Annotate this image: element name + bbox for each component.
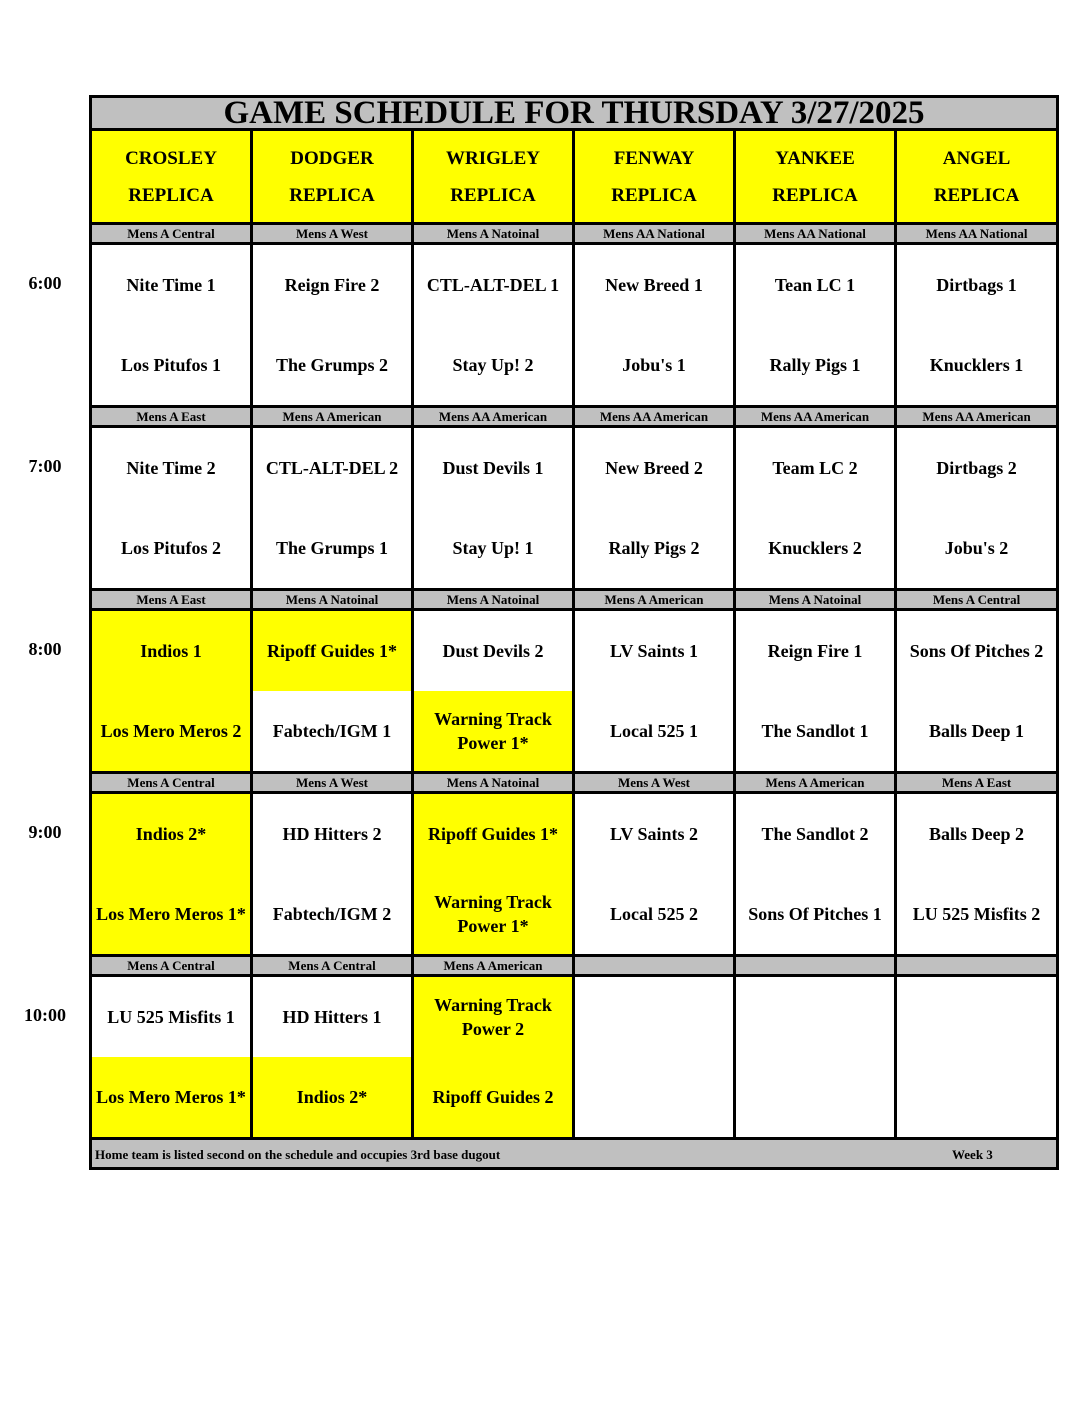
home-team: Los Pitufos 2: [91, 508, 252, 590]
field-header-wrigley: [413, 130, 574, 224]
away-team: Nite Time 1: [91, 244, 252, 326]
away-team: Indios 1: [91, 610, 252, 692]
away-team: CTL-ALT-DEL 1: [413, 244, 574, 326]
game-row-home: [91, 508, 1058, 590]
home-team: [574, 1057, 735, 1139]
division-label: Mens A West: [252, 773, 413, 793]
field-header-row: [91, 130, 1058, 224]
time-label: 9:00: [28, 822, 62, 843]
division-label: Mens A West: [252, 224, 413, 244]
division-row: [91, 590, 1058, 610]
game-row-away: [91, 427, 1058, 509]
field-header-dodger: [252, 130, 413, 224]
division-label: Mens A East: [91, 407, 252, 427]
division-label: [735, 956, 896, 976]
home-team: Warning Track Power 1*: [413, 874, 574, 956]
division-label: Mens AA American: [735, 407, 896, 427]
field-name: ANGEL: [942, 147, 1011, 169]
home-team: Indios 2*: [252, 1057, 413, 1139]
time-label: 10:00: [24, 1005, 66, 1026]
home-team: Balls Deep 1: [896, 691, 1058, 773]
division-label: Mens A American: [574, 590, 735, 610]
home-team: Rally Pigs 1: [735, 325, 896, 407]
home-team: The Grumps 1: [252, 508, 413, 590]
home-team: Knucklers 1: [896, 325, 1058, 407]
away-team: HD Hitters 1: [252, 976, 413, 1058]
division-row: [91, 956, 1058, 976]
division-label: Mens A Central: [91, 773, 252, 793]
home-team: Stay Up! 1: [413, 508, 574, 590]
home-team: [735, 1057, 896, 1139]
home-team: [896, 1057, 1058, 1139]
division-label: Mens A Central: [252, 956, 413, 976]
schedule-title: GAME SCHEDULE FOR THURSDAY 3/27/2025: [91, 97, 1058, 130]
away-team: [735, 976, 896, 1058]
game-row-away: [91, 244, 1058, 326]
away-team: Ripoff Guides 1*: [413, 793, 574, 875]
division-label: Mens A Natoinal: [413, 773, 574, 793]
away-team: Sons Of Pitches 2: [896, 610, 1058, 692]
home-team: The Grumps 2: [252, 325, 413, 407]
home-team: Los Pitufos 1: [91, 325, 252, 407]
away-team: Indios 2*: [91, 793, 252, 875]
time-label: 8:00: [28, 639, 62, 660]
home-team: Rally Pigs 2: [574, 508, 735, 590]
away-team: CTL-ALT-DEL 2: [252, 427, 413, 509]
away-team: The Sandlot 2: [735, 793, 896, 875]
field-type: REPLICA: [772, 184, 858, 206]
away-team: LU 525 Misfits 1: [91, 976, 252, 1058]
field-name: YANKEE: [775, 147, 855, 169]
division-label: Mens A Natoinal: [413, 224, 574, 244]
away-team: Balls Deep 2: [896, 793, 1058, 875]
time-label: 7:00: [28, 456, 62, 477]
away-team: Nite Time 2: [91, 427, 252, 509]
division-label: Mens AA American: [896, 407, 1058, 427]
division-label: Mens A American: [735, 773, 896, 793]
home-team: Sons Of Pitches 1: [735, 874, 896, 956]
home-team: Los Mero Meros 1*: [91, 874, 252, 956]
division-label: [896, 956, 1058, 976]
game-row-home: [91, 325, 1058, 407]
home-team-note: Home team is listed second on the schedule and occupies 3rd base dugout: [95, 1147, 501, 1162]
home-team: Los Mero Meros 1*: [91, 1057, 252, 1139]
game-row-away: [91, 976, 1058, 1058]
field-type: REPLICA: [450, 184, 536, 206]
field-name: WRIGLEY: [446, 147, 540, 169]
division-label: Mens AA National: [896, 224, 1058, 244]
division-label: Mens A Natoinal: [735, 590, 896, 610]
home-team: Local 525 1: [574, 691, 735, 773]
field-type: REPLICA: [128, 184, 214, 206]
field-name: DODGER: [290, 147, 374, 169]
home-team: Jobu's 2: [896, 508, 1058, 590]
field-header-angel: [896, 130, 1058, 224]
game-row-away: [91, 793, 1058, 875]
away-team: Warning Track Power 2: [413, 976, 574, 1058]
division-label: Mens AA American: [413, 407, 574, 427]
division-row: [91, 407, 1058, 427]
game-row-home: [91, 1057, 1058, 1139]
field-header-fenway: [574, 130, 735, 224]
division-label: Mens A Natoinal: [413, 590, 574, 610]
away-team: Dust Devils 2: [413, 610, 574, 692]
away-team: LV Saints 2: [574, 793, 735, 875]
home-team: Los Mero Meros 2: [91, 691, 252, 773]
home-team: Jobu's 1: [574, 325, 735, 407]
time-label: 6:00: [28, 273, 62, 294]
field-type: REPLICA: [289, 184, 375, 206]
field-header-yankee: [735, 130, 896, 224]
division-label: Mens A West: [574, 773, 735, 793]
division-label: Mens AA National: [574, 224, 735, 244]
home-team: Knucklers 2: [735, 508, 896, 590]
away-team: Reign Fire 2: [252, 244, 413, 326]
field-type: REPLICA: [933, 184, 1020, 206]
away-team: Dust Devils 1: [413, 427, 574, 509]
home-team: Ripoff Guides 2: [413, 1057, 574, 1139]
home-team: Stay Up! 2: [413, 325, 574, 407]
division-label: Mens AA National: [735, 224, 896, 244]
game-row-home: [91, 691, 1058, 773]
away-team: New Breed 2: [574, 427, 735, 509]
field-name: CROSLEY: [125, 147, 217, 169]
week-label: Week 3: [952, 1147, 993, 1162]
division-label: Mens A Central: [91, 224, 252, 244]
division-label: [574, 956, 735, 976]
field-type: REPLICA: [611, 184, 697, 206]
home-team: Warning Track Power 1*: [413, 691, 574, 773]
home-team: Fabtech/IGM 2: [252, 874, 413, 956]
away-team: Reign Fire 1: [735, 610, 896, 692]
home-team: The Sandlot 1: [735, 691, 896, 773]
footer-cell: [91, 1139, 1058, 1169]
away-team: Ripoff Guides 1*: [252, 610, 413, 692]
division-row: [91, 773, 1058, 793]
away-team: HD Hitters 2: [252, 793, 413, 875]
away-team: Team LC 2: [735, 427, 896, 509]
game-row-away: [91, 610, 1058, 692]
away-team: New Breed 1: [574, 244, 735, 326]
division-row: [91, 224, 1058, 244]
division-label: Mens A East: [91, 590, 252, 610]
away-team: Dirtbags 2: [896, 427, 1058, 509]
home-team: LU 525 Misfits 2: [896, 874, 1058, 956]
game-row-home: [91, 874, 1058, 956]
division-label: Mens A East: [896, 773, 1058, 793]
footer-row: [91, 1139, 1058, 1169]
division-label: Mens A Central: [896, 590, 1058, 610]
away-team: LV Saints 1: [574, 610, 735, 692]
division-label: Mens A American: [252, 407, 413, 427]
game-schedule-table: [89, 95, 1059, 1170]
home-team: Fabtech/IGM 1: [252, 691, 413, 773]
away-team: [574, 976, 735, 1058]
away-team: [896, 976, 1058, 1058]
field-name: FENWAY: [613, 147, 695, 169]
division-label: Mens AA American: [574, 407, 735, 427]
division-label: Mens A Central: [91, 956, 252, 976]
division-label: Mens A Natoinal: [252, 590, 413, 610]
field-header-crosley: [91, 130, 252, 224]
away-team: Dirtbags 1: [896, 244, 1058, 326]
away-team: Tean LC 1: [735, 244, 896, 326]
division-label: Mens A American: [413, 956, 574, 976]
home-team: Local 525 2: [574, 874, 735, 956]
